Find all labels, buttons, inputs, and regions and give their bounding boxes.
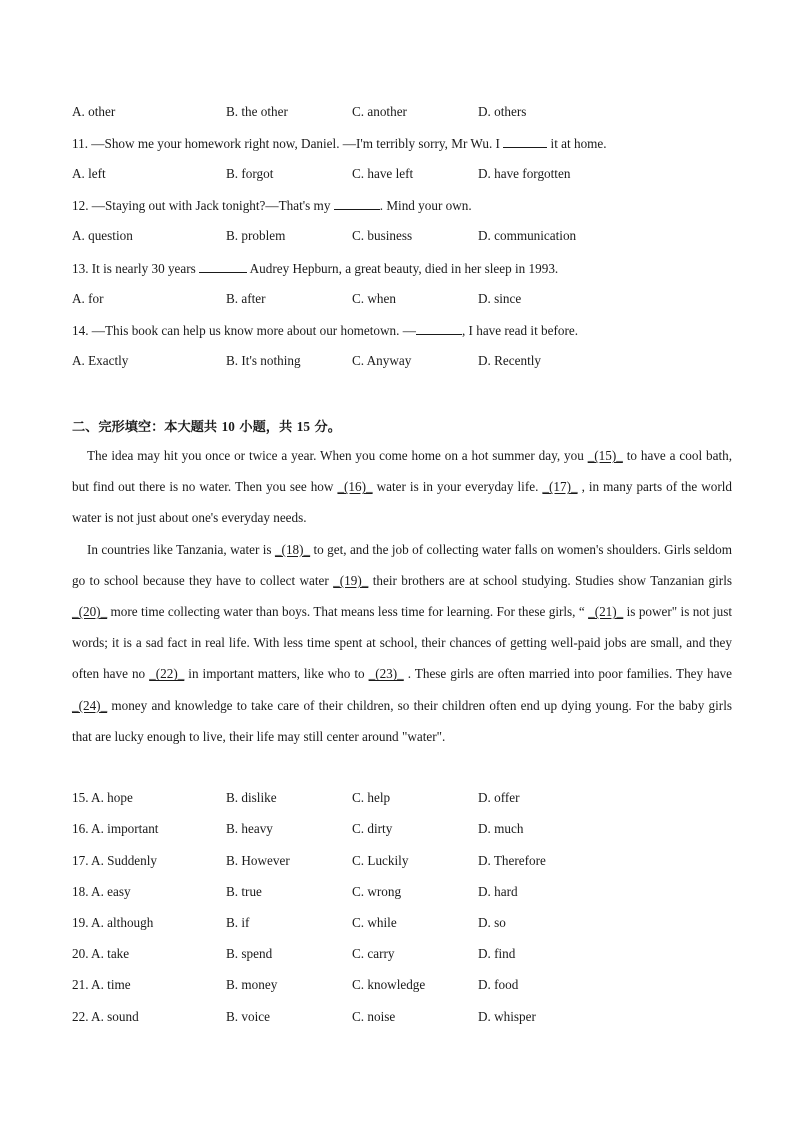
section-heading-mid: 小题，共 (234, 420, 297, 435)
q11-option-c: C. have left (352, 166, 414, 181)
q11-option-a: A. left (72, 166, 106, 181)
q16-option-a: 16. A. important (72, 821, 159, 836)
passage-text: to have a cool bath, but find out there is no water. Then you see how (72, 448, 733, 495)
q11-stem (72, 135, 607, 152)
q15-option-c: C. help (352, 790, 391, 805)
q15-option-a: 15. A. hope (72, 790, 133, 805)
q12-stem-after: . Mind your own. (379, 198, 472, 213)
blank-19: _(19)_ (333, 572, 369, 588)
passage-text: is power" is not just words; it is a sad fact in real life. With less time spent at school, their chances of getting well-paid jobs are small, and they often have no (72, 604, 732, 682)
blank-20: _(20)_ (72, 604, 108, 620)
q17-option-c: C. Luckily (352, 853, 409, 868)
q14-stem (72, 322, 578, 339)
passage-text: , in many parts of the world water is not just about one's everyday needs. (72, 479, 732, 526)
q14-option-b: B. It's nothing (226, 353, 301, 368)
q10-option-b: B. the other (226, 104, 288, 119)
q17-option-a: 17. A. Suddenly (72, 853, 157, 868)
q13-option-a: A. for (72, 291, 104, 306)
q20-option-c: C. carry (352, 946, 395, 961)
q16-option-d: D. much (478, 821, 524, 836)
q10-option-d: D. others (478, 104, 527, 119)
q11-stem-before: 11. —Show me your homework right now, Daniel. —I'm terribly sorry, Mr Wu. I (72, 136, 504, 151)
q18-option-b: B. true (226, 884, 262, 899)
q11-stem-after: it at home. (547, 136, 607, 151)
q21-option-d: D. food (478, 977, 519, 992)
q12-option-d: D. communication (478, 228, 577, 243)
passage-text: money and knowledge to take care of their children, so their children often end up dying young. For the baby girls that are lucky enough to live, their life may still center around "water". (72, 697, 732, 744)
q16-option-b: B. heavy (226, 821, 273, 836)
q19-option-c: C. while (352, 915, 397, 930)
q20-option-d: D. find (478, 946, 516, 961)
q20-option-a: 20. A. take (72, 946, 130, 961)
section-heading-count: 10 (221, 419, 235, 434)
passage-text: in important matters, like who to (184, 666, 369, 682)
q18-option-c: C. wrong (352, 884, 402, 899)
q22-option-d: D. whisper (478, 1009, 536, 1024)
q11-blank (503, 135, 547, 148)
q21-option-a: 21. A. time (72, 977, 131, 992)
q12-option-c: C. business (352, 228, 413, 243)
q14-stem-after: , I have read it before. (461, 323, 578, 338)
passage-paragraph-2 (72, 534, 732, 752)
q12-stem (72, 197, 472, 214)
passage-text: their brothers are at school studying. Studies show Tanzanian girls (368, 572, 732, 588)
blank-17: _(17)_ (542, 479, 578, 495)
passage-paragraph-1 (72, 440, 732, 534)
blank-22: _(22)_ (149, 666, 185, 682)
q14-option-a: A. Exactly (72, 353, 129, 368)
q11-option-b: B. forgot (226, 166, 274, 181)
q11-option-d: D. have forgotten (478, 166, 571, 181)
passage-text: The idea may hit you once or twice a year. When you come home on a hot summer day, you (87, 448, 588, 463)
q15-option-b: B. dislike (226, 790, 277, 805)
q19-option-d: D. so (478, 915, 506, 930)
q13-option-c: C. when (352, 291, 396, 306)
q14-option-c: C. Anyway (352, 353, 412, 368)
q14-blank (416, 322, 462, 335)
q13-stem-after: Audrey Hepburn, a great beauty, died in her sleep in 1993. (247, 261, 559, 276)
q16-option-c: C. dirty (352, 821, 393, 836)
blank-21: _(21)_ (588, 604, 624, 620)
passage-text: to get, and the job of collecting water falls on women's shoulders. Girls seldom go to school because they have to collect water (72, 541, 732, 588)
blank-24: _(24)_ (72, 697, 108, 713)
q13-stem (72, 260, 558, 277)
q14-stem-before: 14. —This book can help us know more about our hometown. — (72, 323, 416, 338)
section-heading-score: 15 (296, 419, 310, 434)
blank-16: _(16)_ (337, 479, 373, 495)
q13-option-d: D. since (478, 291, 522, 306)
q22-option-c: C. noise (352, 1009, 396, 1024)
section-heading-prefix: 二、完形填空：本大题共 (72, 420, 222, 435)
q10-option-c: C. another (352, 104, 407, 119)
q10-option-a: A. other (72, 104, 116, 119)
q14-option-d: D. Recently (478, 353, 541, 368)
q13-option-b: B. after (226, 291, 266, 306)
section-heading-suffix: 分。 (309, 420, 341, 435)
blank-23: _(23)_ (368, 666, 404, 682)
q17-option-d: D. Therefore (478, 853, 546, 868)
passage-text: In countries like Tanzania, water is (87, 541, 275, 557)
q19-option-b: B. if (226, 915, 250, 930)
q15-option-d: D. offer (478, 790, 520, 805)
q20-option-b: B. spend (226, 946, 273, 961)
q21-option-c: C. knowledge (352, 977, 426, 992)
q21-option-b: B. money (226, 977, 278, 992)
q13-blank (199, 260, 247, 273)
q12-option-a: A. question (72, 228, 133, 243)
blank-18: _(18)_ (274, 541, 311, 557)
passage-text: more time collecting water than boys. That means less time for learning. For these girls, “ (107, 604, 589, 620)
q18-option-a: 18. A. easy (72, 884, 131, 899)
q18-option-d: D. hard (478, 884, 518, 899)
q19-option-a: 19. A. although (72, 915, 154, 930)
section-heading (72, 416, 341, 435)
q12-blank (334, 197, 380, 210)
passage-text: . These girls are often married into poor families. They have (403, 666, 732, 682)
cloze-passage (72, 440, 732, 752)
q17-option-b: B. However (226, 853, 290, 868)
q12-option-b: B. problem (226, 228, 286, 243)
blank-15: _(15)_ (587, 448, 623, 463)
q22-option-a: 22. A. sound (72, 1009, 139, 1024)
q22-option-b: B. voice (226, 1009, 270, 1024)
q13-stem-before: 13. It is nearly 30 years (72, 261, 200, 276)
passage-text: water is in your everyday life. (372, 479, 543, 495)
q12-stem-before: 12. —Staying out with Jack tonight?—That's my (72, 198, 334, 213)
